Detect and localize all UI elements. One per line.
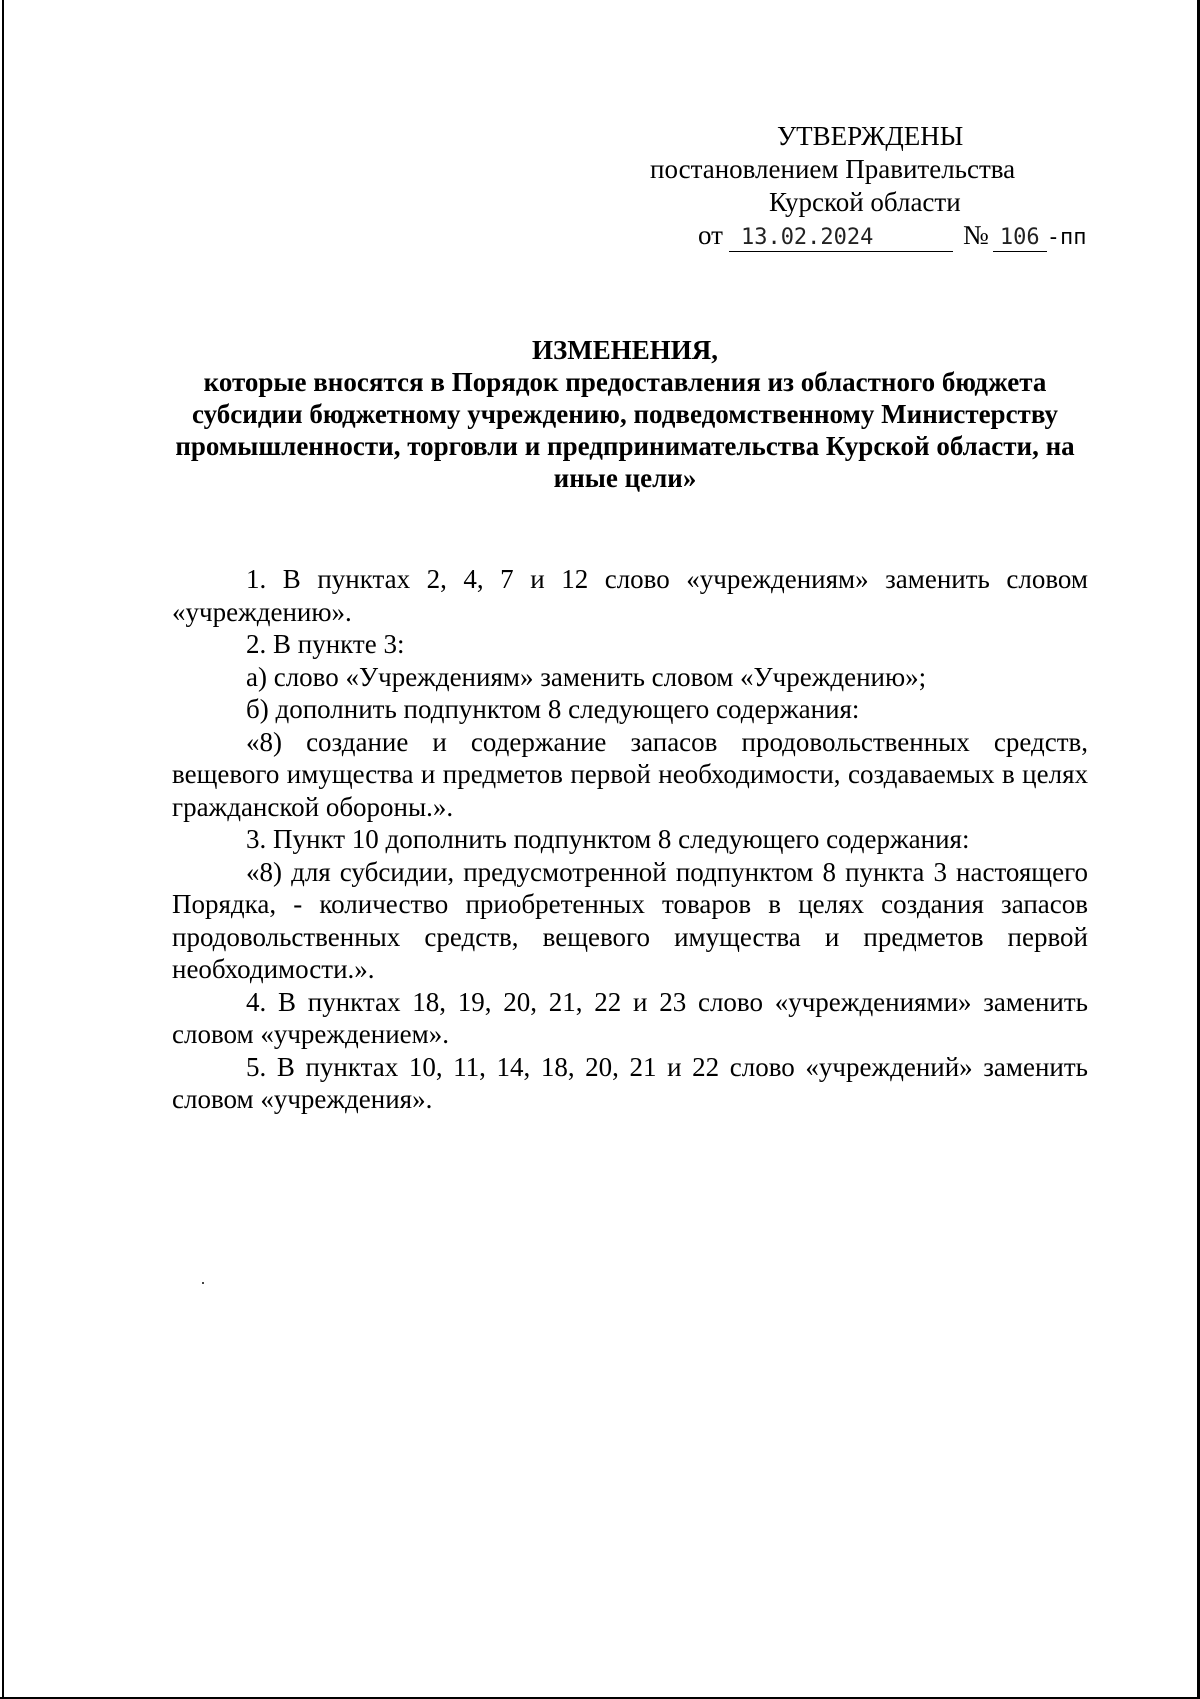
number-sign: №: [962, 220, 989, 250]
approval-stamp-block: [650, 120, 1090, 254]
paragraph-1: 1. В пунктах 2, 4, 7 и 12 слово «учреждениям» заменить словом «учреждению».: [172, 564, 1088, 627]
document-heading: [160, 334, 1090, 494]
paragraph-5: 5. В пунктах 10, 11, 14, 18, 20, 21 и 22 слово «учреждений» заменить словом «учреждения».: [172, 1051, 1088, 1114]
approval-region: Курской области: [769, 187, 961, 217]
document-body: [172, 563, 1088, 1116]
heading-title: ИЗМЕНЕНИЯ,: [531, 335, 718, 365]
approval-date-row: [650, 219, 1090, 254]
scan-edge-left: [2, 0, 4, 1699]
scan-speck: [202, 1282, 204, 1284]
number-value: 106: [999, 225, 1040, 250]
approval-title: УТВЕРЖДЕНЫ: [777, 121, 964, 151]
approval-by: постановлением Правительства: [650, 154, 1016, 184]
date-value: 13.02.2024: [740, 225, 874, 250]
paragraph-2a: а) слово «Учреждениям» заменить словом «Учреждению»;: [246, 661, 927, 692]
paragraph-3: 3. Пункт 10 дополнить подпунктом 8 следующего содержания:: [246, 824, 970, 854]
date-prefix: от: [698, 220, 723, 250]
date-field: [729, 222, 953, 252]
paragraph-4: 4. В пунктах 18, 19, 20, 21, 22 и 23 слово «учреждениями» заменить словом «учреждением».: [172, 986, 1088, 1049]
number-suffix: -пп: [1046, 225, 1087, 250]
paragraph-3-quote: «8) для субсидии, предусмотренной подпунктом 8 пункта 3 настоящего Порядка, - количество приобретенных товаров в целях создания запасов продовольственных средств, вещевого имущества и предметов первой необходимости.».: [172, 856, 1088, 984]
paragraph-2b-quote: «8) создание и содержание запасов продовольственных средств, вещевого имущества и предметов первой необходимости, создаваемых в целях гражданской обороны.».: [172, 726, 1088, 822]
number-field: [993, 222, 1047, 252]
heading-subtitle: которые вносятся в Порядок предоставления из областного бюджета субсидии бюджетному учреждению, подведомственному Министерству промышленности, торговли и предпринимательства Курской области, на иные цели»: [175, 367, 1075, 493]
paragraph-2b: б) дополнить подпунктом 8 следующего содержания:: [246, 694, 860, 724]
paragraph-2: 2. В пункте 3:: [246, 629, 405, 659]
